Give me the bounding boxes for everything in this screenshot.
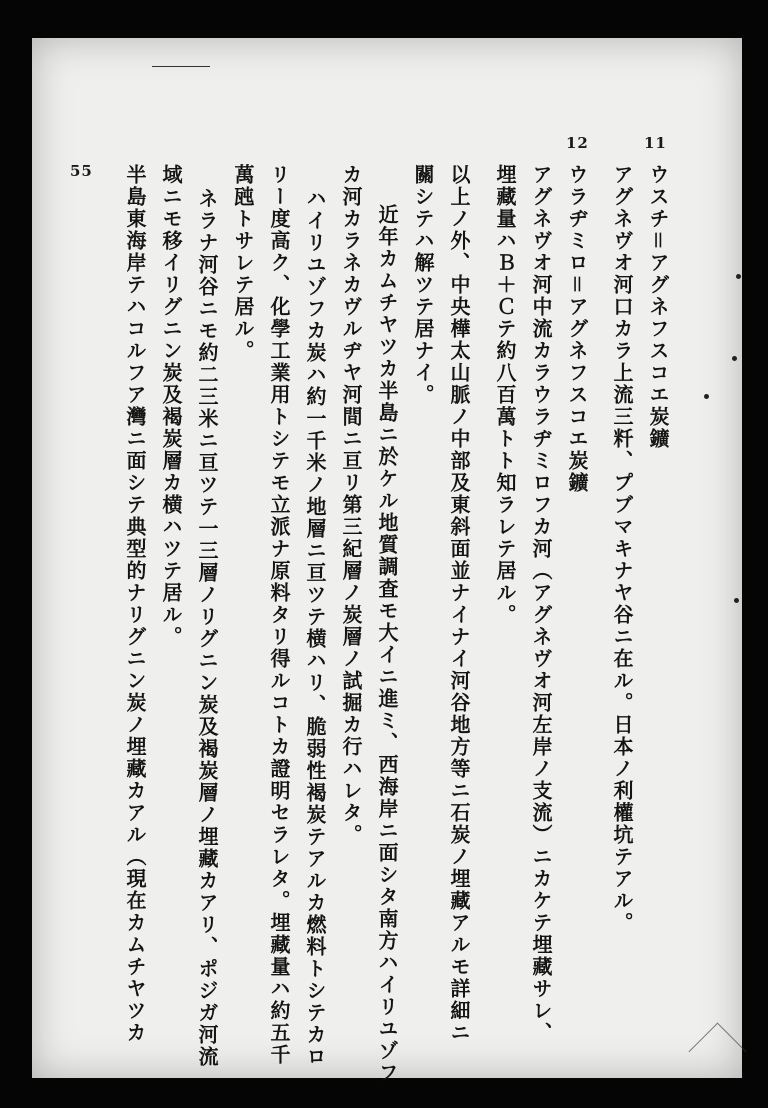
text-column-7: 關シテハ解ツテ居ナイ。 <box>411 164 435 406</box>
page-number: 55 <box>70 162 93 180</box>
text-column-1: ウスチ＝アグネフスコエ炭鑛 <box>646 164 670 450</box>
section-number-11: 11 <box>644 134 667 152</box>
ink-speck <box>704 394 709 399</box>
text-column-9: カ河カラネカヴルヂヤ河間ニ亘リ第三紀層ノ炭層ノ試掘カ行ハレタ。 <box>339 164 363 846</box>
text-column-3: ウラヂミロ＝アグネフスコエ炭鑛 <box>565 164 589 494</box>
text-column-5: 埋藏量ハＢ＋Ｃテ約八百萬トト知ラレテ居ル。 <box>493 164 517 626</box>
section-number-12: 12 <box>566 134 589 152</box>
ink-speck <box>736 274 741 279</box>
text-column-13: ネラナ河谷ニモ約二三米ニ亘ツテ一三層ノリグニン炭及褐炭層ノ埋藏カアリ、ポジガ河流 <box>195 188 219 1068</box>
ink-speck <box>732 356 737 361</box>
text-column-6: 以上ノ外、中央樺太山脈ノ中部及東斜面並ナイナイ河谷地方等ニ石炭ノ埋藏アルモ詳細ニ <box>447 164 471 1044</box>
text-column-2: アグネヴオ河口カラ上流三粁、プブマキナヤ谷ニ在ル。日本ノ利權坑テアル。 <box>610 164 634 934</box>
text-column-15: 半島東海岸テハコルフア灣ニ面シテ典型的ナリグニン炭ノ埋藏カアル（現在カムチヤツカ <box>123 164 147 1044</box>
text-column-12: 萬瓲トサレテ居ル。 <box>231 164 255 362</box>
ink-speck <box>734 598 739 603</box>
text-column-14: 域ニモ移イリグニン炭及褐炭層カ横ハツテ居ル。 <box>159 164 183 648</box>
top-rule <box>152 66 210 67</box>
text-column-11: リー度高ク、化學工業用トシテモ立派ナ原料タリ得ルコトカ證明セラレタ。埋藏量ハ約五千 <box>267 164 291 1066</box>
page-fold-corner <box>689 1023 747 1081</box>
text-column-8: 近年カムチヤツカ半島ニ於ケル地質調査モ大イニ進ミ、西海岸ニ面シタ南方ハイリユゾフ <box>375 204 399 1084</box>
text-column-10: ハイリユゾフカ炭ハ約一千米ノ地層ニ亘ツテ横ハリ、脆弱性褐炭テアルカ燃料トシテカロ <box>303 188 327 1068</box>
document-page <box>32 38 742 1084</box>
text-column-4: アグネヴオ河中流カラウラヂミロフカ河（アグネヴオ河左岸ノ支流）ニカケテ埋藏サレ、 <box>529 164 553 1044</box>
